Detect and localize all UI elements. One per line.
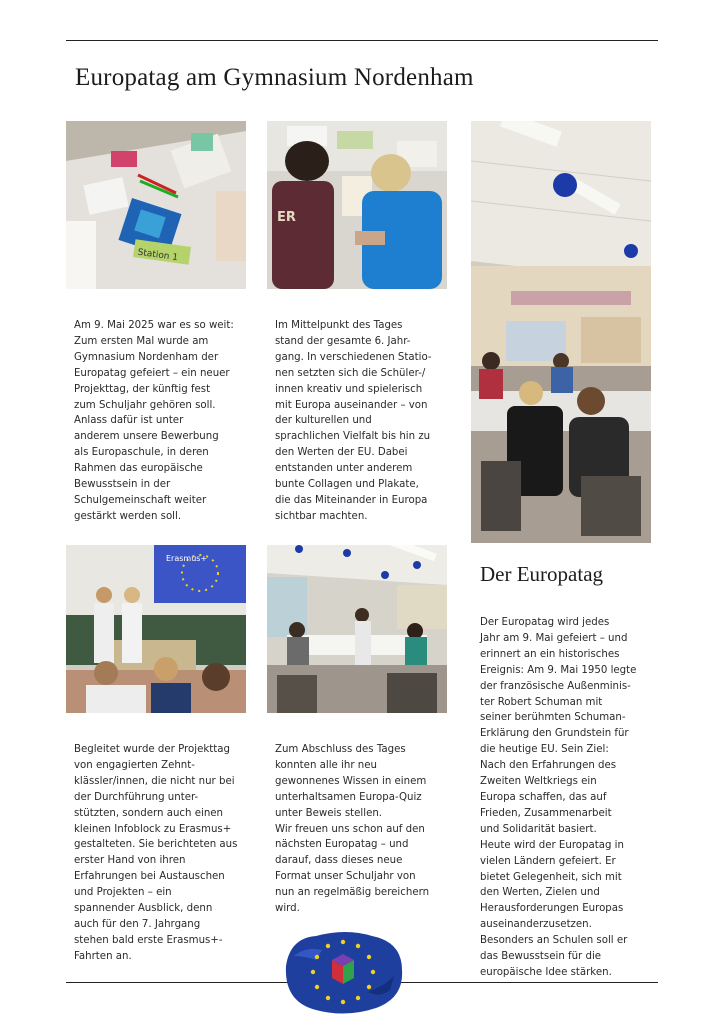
page-title: Europatag am Gymnasium Nordenham xyxy=(75,64,474,91)
photo-station-table xyxy=(66,121,246,289)
screen-label: Erasmus+ xyxy=(166,554,208,563)
paragraph-focus: Im Mittelpunkt des Tages stand der gesamte 6. Jahr- gang. In verschiedenen Statio- nen setzten sich die Schüler-/ innen kreativ und spielerisch mit Europa auseinander – von der kulturellen und sprachlichen Vielfalt bis hin zu den Werten der EU. Dabei entstanden unter anderem bunte Collagen und Plakate, die das Miteinander in Europa sichtbar machten. xyxy=(275,320,432,522)
svg-text:ER: ER xyxy=(277,210,296,225)
photo-quiz-classroom xyxy=(267,545,447,713)
section-heading: Der Europatag xyxy=(480,562,604,586)
top-rule xyxy=(66,40,658,41)
eu-flag-logo-icon xyxy=(276,926,410,1018)
photo-erasmus-presentation xyxy=(66,545,246,713)
paragraph-closing: Zum Abschluss des Tages konnten alle ihr neu gewonnenes Wissen in einem unterhaltsamen Europa-Quiz unter Beweis stellen. Wir freuen uns schon auf den nächsten Europatag – und darauf, dass dieses neue Format unser Schuljahr von nun an regelmäßig bereichern wird. xyxy=(275,744,430,915)
station-label: Station 1 xyxy=(136,247,179,264)
photo-two-students xyxy=(267,121,447,289)
paragraph-helpers: Begleitet wurde der Projekttag von engagierten Zehnt- klässler/innen, die nicht nur bei der Durchführung unter- stützten, sondern auch einen kleinen Infoblock zu Erasmus+ gestalteten. Sie berichteten aus erster Hand von ihren Erfahrungen bei Austauschen und Projekten – ein spannender Ausblick, denn auch für den 7. Jahrgang stehen bald erste Erasmus+- Fahrten an. xyxy=(74,744,238,962)
photo-classroom xyxy=(471,121,651,543)
paragraph-intro: Am 9. Mai 2025 war es so weit: Zum ersten Mal wurde am Gymnasium Nordenham der Europatag gefeiert – ein neuer Projekttag, der künftig fest zum Schuljahr gehören soll. Anlass dafür ist unter anderem unsere Bewerbung als Europaschule, in deren Rahmen das europäische Bewusstsein in der Schulgemeinschaft weiter gestärkt werden soll. xyxy=(74,320,234,522)
paragraph-europatag-info: Der Europatag wird jedes Jahr am 9. Mai gefeiert – und erinnert an ein historisches Ereignis: Am 9. Mai 1950 legte der französische Außenminis- ter Robert Schuman mit seiner berühmten Schuman- Erklärung den Grundstein für die heutige EU. Sein Ziel: Nach den Erfahrungen des Zweiten Weltkriegs ein Europa schaffen, das auf Frieden, Zusammenarbeit und Solidarität basiert. Heute wird der Europatag in vielen Ländern gefeiert. Er bietet Gelegenheit, sich mit den Werten, Zielen und Herausforderungen Europas auseinanderzusetzen. Besonders an Schulen soll er das Bewusstsein für die europäische Idee stärken. xyxy=(480,617,637,978)
